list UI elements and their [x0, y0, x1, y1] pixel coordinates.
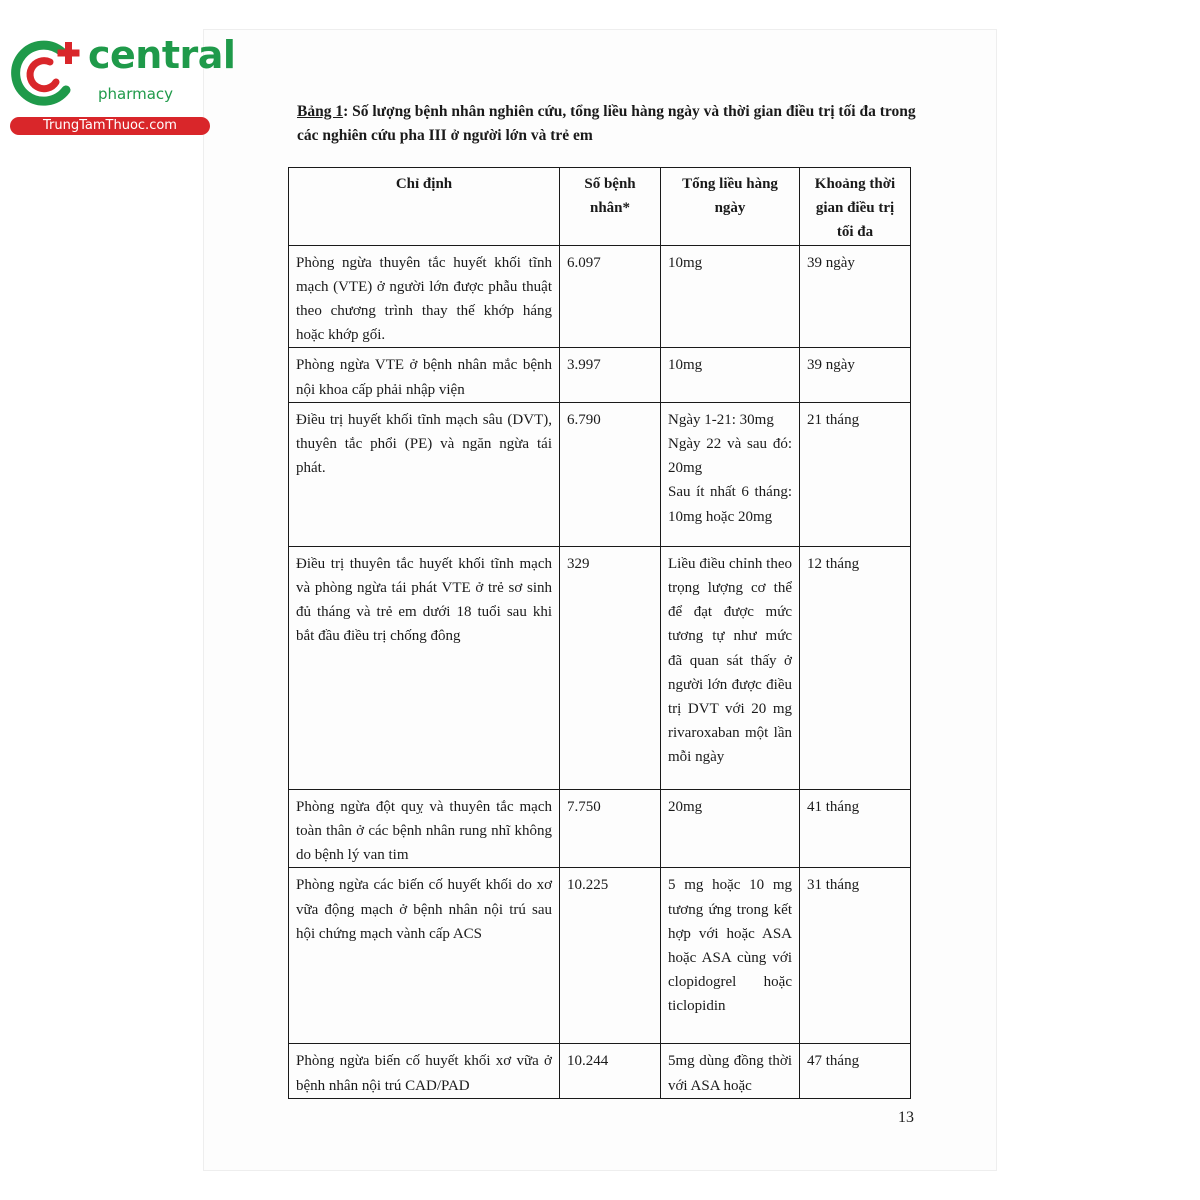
pharmacy-cross-icon — [10, 38, 90, 110]
cell-dose: 10mg — [661, 348, 800, 402]
cell-dose: 5mg dùng đồng thời với ASA hoặc — [661, 1044, 800, 1098]
dose-line: Ngày 22 và sau đó: 20mg — [668, 436, 792, 477]
page-number: 13 — [898, 1109, 914, 1126]
cell-patients: 7.750 — [560, 789, 661, 868]
cell-dose: 20mg — [661, 789, 800, 868]
cell-indication: Phòng ngừa đột quỵ và thuyên tắc mạch toàn thân ở các bệnh nhân rung nhĩ không do bệnh lý van tim — [289, 789, 560, 868]
cell-indication: Điều trị huyết khối tĩnh mạch sâu (DVT), thuyên tắc phổi (PE) và ngăn ngừa tái phát. — [289, 402, 560, 546]
cell-dose — [661, 402, 800, 546]
cell-duration: 31 tháng — [800, 868, 911, 1044]
cell-patients: 329 — [560, 546, 661, 789]
cell-indication: Phòng ngừa thuyên tắc huyết khối tĩnh mạch (VTE) ở người lớn được phẫu thuật theo chương trình thay thế khớp háng hoặc khớp gối. — [289, 245, 560, 348]
table-row — [289, 868, 911, 1044]
cell-dose: Liều điều chỉnh theo trọng lượng cơ thể để đạt được mức tương tự như mức đã quan sát thấy ở người lớn được điều trị DVT với 20 mg rivaroxaban một lần mỗi ngày — [661, 546, 800, 789]
cell-dose: 5 mg hoặc 10 mg tương ứng trong kết hợp với hoặc ASA hoặc ASA cùng với clopidogrel hoặc ticlopidin — [661, 868, 800, 1044]
table-row — [289, 245, 911, 348]
cell-duration: 39 ngày — [800, 245, 911, 348]
cell-patients: 10.225 — [560, 868, 661, 1044]
cell-dose: 10mg — [661, 245, 800, 348]
cell-patients: 10.244 — [560, 1044, 661, 1098]
cell-indication: Phòng ngừa biến cố huyết khối xơ vữa ở bệnh nhân nội trú CAD/PAD — [289, 1044, 560, 1098]
table-row — [289, 546, 911, 789]
cell-patients: 3.997 — [560, 348, 661, 402]
brand-subtitle: pharmacy — [98, 85, 174, 103]
cell-duration: 12 tháng — [800, 546, 911, 789]
cell-indication: Phòng ngừa các biến cố huyết khối do xơ vữa động mạch ở bệnh nhân nội trú sau hội chứng mạch vành cấp ACS — [289, 868, 560, 1044]
table-header-row — [289, 168, 911, 246]
cell-indication: Điều trị thuyên tắc huyết khối tĩnh mạch và phòng ngừa tái phát VTE ở trẻ sơ sinh đủ tháng và trẻ em dưới 18 tuổi sau khi bắt đầu điều trị chống đông — [289, 546, 560, 789]
header-dose: Tổng liều hàng ngày — [661, 168, 800, 246]
table-row — [289, 789, 911, 868]
cell-indication: Phòng ngừa VTE ở bệnh nhân mắc bệnh nội khoa cấp phải nhập viện — [289, 348, 560, 402]
caption-text: : Số lượng bệnh nhân nghiên cứu, tổng liều hàng ngày và thời gian điều trị tối đa trong các nghiên cứu pha III ở người lớn và trẻ em — [297, 103, 916, 144]
brand-website[interactable]: TrungTamThuoc.com — [10, 117, 210, 135]
cell-patients: 6.790 — [560, 402, 661, 546]
cell-duration: 21 tháng — [800, 402, 911, 546]
table-row — [289, 402, 911, 546]
table-row — [289, 348, 911, 402]
header-duration: Khoảng thời gian điều trị tối đa — [800, 168, 911, 246]
cell-duration: 41 tháng — [800, 789, 911, 868]
cell-duration: 47 tháng — [800, 1044, 911, 1098]
study-table — [288, 167, 911, 1099]
cell-duration: 39 ngày — [800, 348, 911, 402]
table-row — [289, 1044, 911, 1098]
brand-name: central — [88, 33, 236, 77]
cell-patients: 6.097 — [560, 245, 661, 348]
table-label: Bảng 1 — [297, 103, 344, 120]
header-indication: Chỉ định — [289, 168, 560, 246]
dose-line: Ngày 1-21: 30mg — [668, 411, 774, 428]
table-caption — [297, 100, 922, 148]
header-patients: Số bệnh nhân* — [560, 168, 661, 246]
central-pharmacy-logo — [10, 33, 236, 138]
dose-line: Sau ít nhất 6 tháng: 10mg hoặc 20mg — [668, 484, 792, 525]
